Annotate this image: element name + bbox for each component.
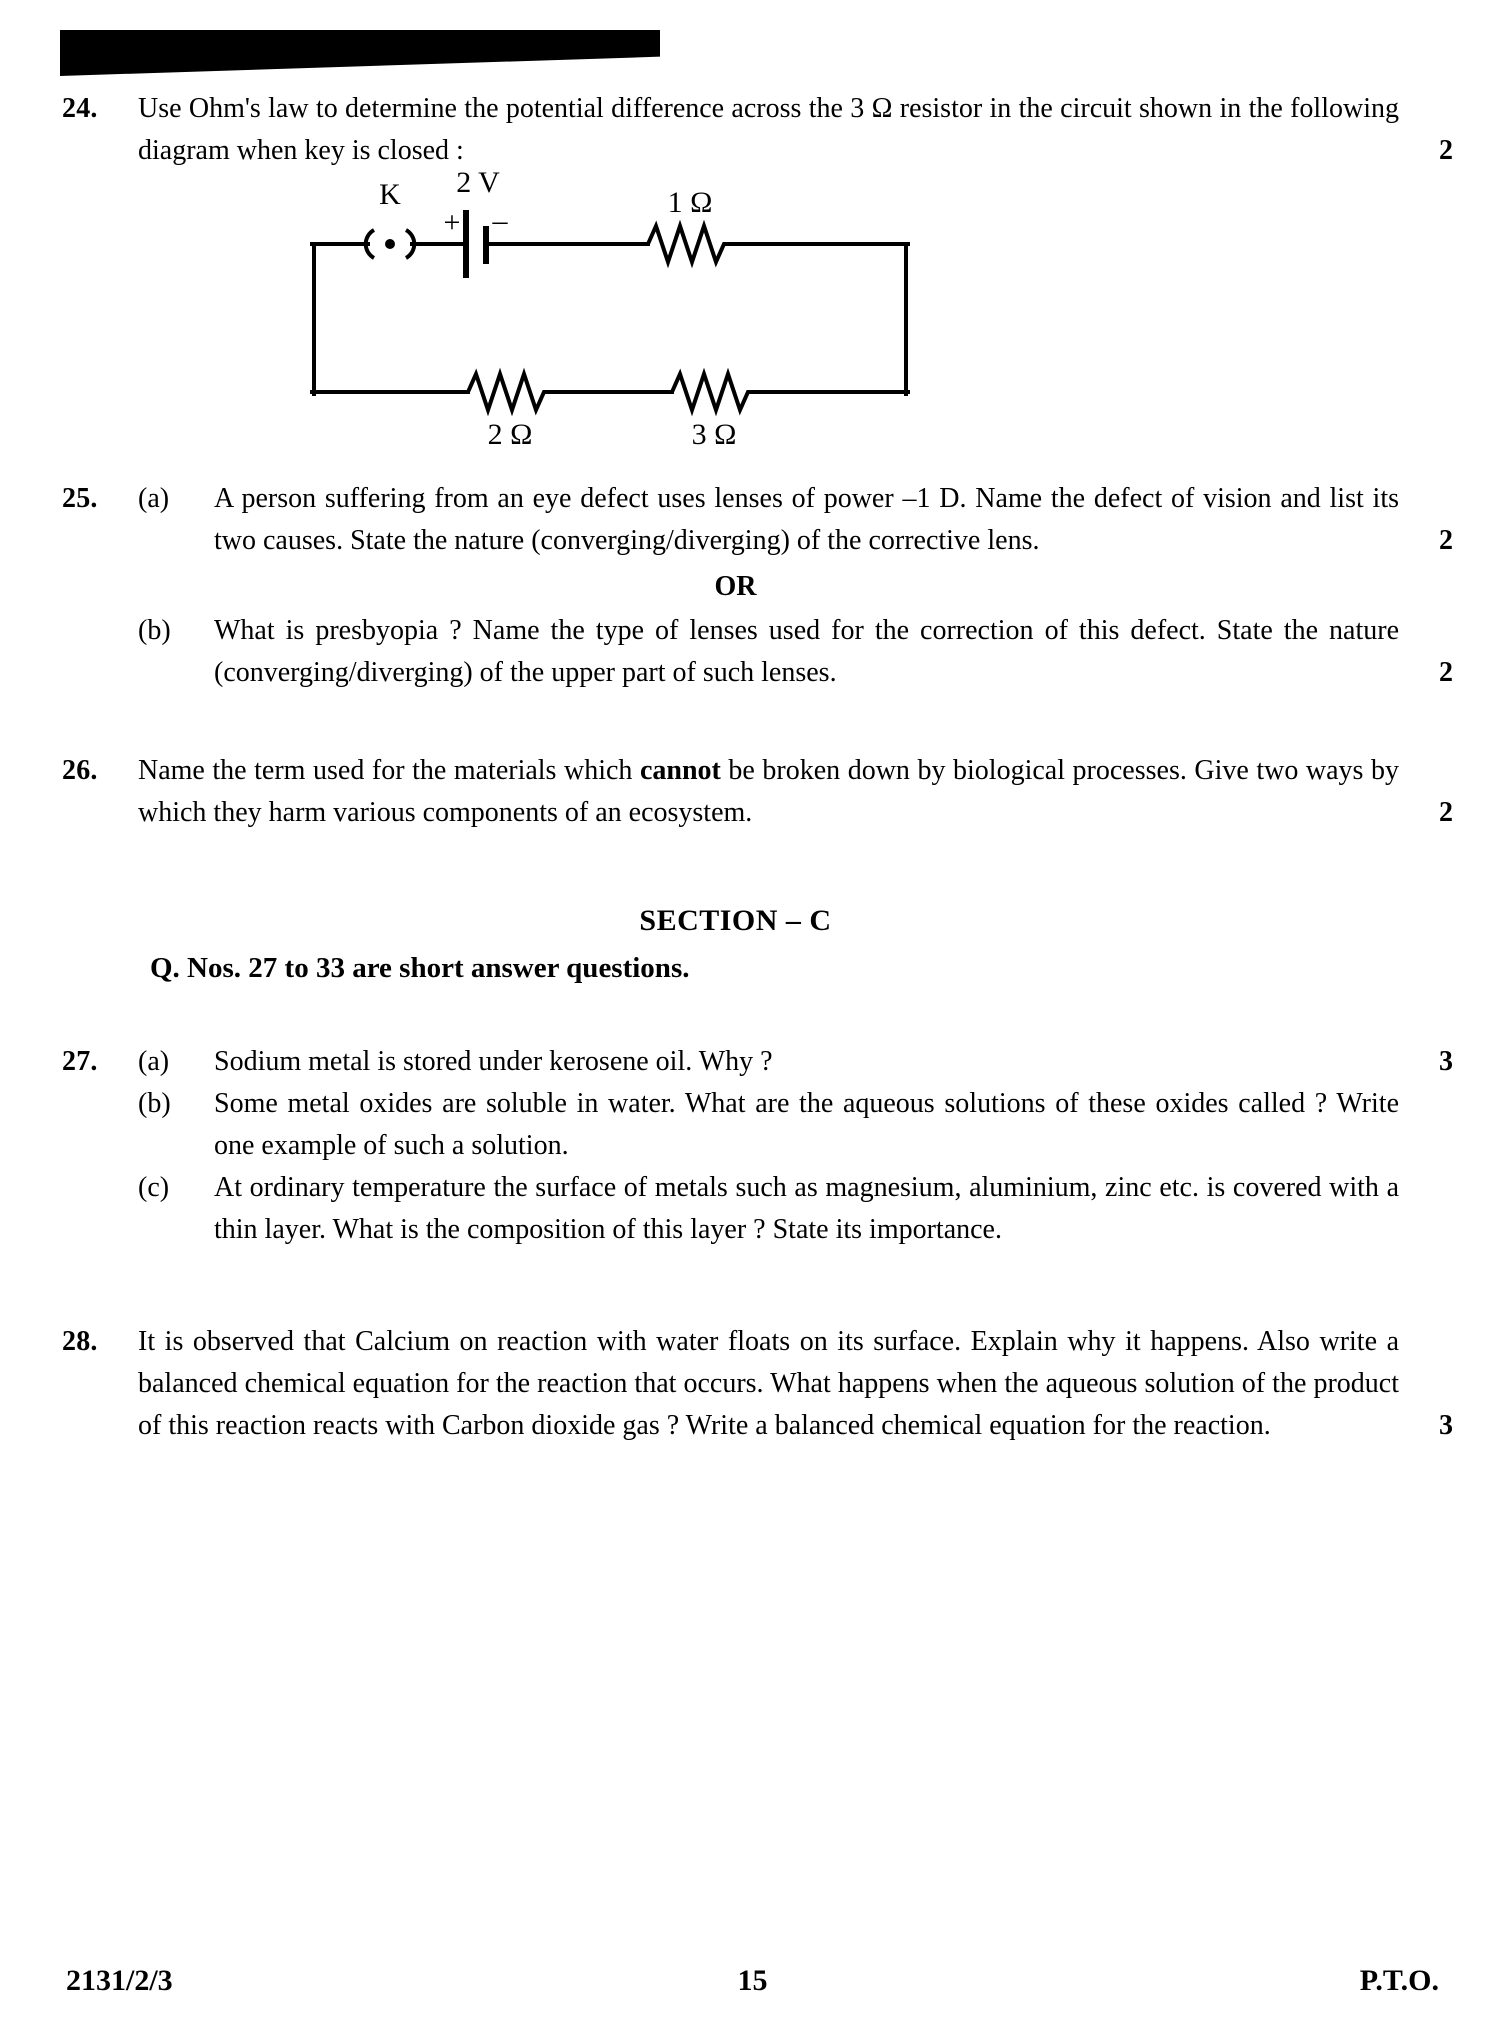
question-text-27c: At ordinary temperature the surface of metals such as magnesium, aluminium, zinc etc. is covered with a thin layer. What is the composition of this layer ? State its importance. bbox=[214, 1172, 1399, 1245]
question-text-28: It is observed that Calcium on reaction with water floats on its surface. Explain why it happens. Also write a balanced chemical equation for the reaction that occurs. What happens when the aqueous solution of the product of this reaction reacts with Carbon dioxide gas ? Write a balanced chemical equation for the reaction. bbox=[138, 1326, 1399, 1441]
circuit-label-battery: 2 V bbox=[456, 166, 500, 199]
circuit-label-battery-plus: + bbox=[443, 206, 461, 239]
marks-25b: 2 bbox=[1439, 657, 1453, 688]
question-number-27: 27. bbox=[62, 1046, 98, 1077]
question-text-27b: Some metal oxides are soluble in water. What are the aqueous solutions of these oxides called ? Write one example of such a solution. bbox=[214, 1088, 1399, 1161]
circuit-resistor-3ohm bbox=[672, 374, 756, 410]
marks-24: 2 bbox=[1439, 135, 1453, 166]
question-part-label-27a: (a) bbox=[138, 1046, 170, 1077]
circuit-label-2ohm: 2 Ω bbox=[487, 418, 533, 451]
question-row-25b bbox=[0, 610, 1505, 694]
question-text-25b: What is presbyopia ? Name the type of lenses used for the correction of this defect. State the nature (converging/diverging) of the upper part of such lenses. bbox=[214, 615, 1399, 688]
question-text-24: Use Ohm's law to determine the potential difference across the 3 Ω resistor in the circuit shown in the following diagram when key is closed : bbox=[138, 93, 1399, 166]
question-26-bold-word: cannot bbox=[639, 755, 721, 786]
marks-26: 2 bbox=[1439, 797, 1453, 828]
question-row-26 bbox=[0, 750, 1505, 834]
circuit-label-key: K bbox=[379, 178, 401, 211]
circuit-resistor-1ohm bbox=[648, 226, 732, 262]
question-26-text-after-bold: be broken down by biological processes. Give two ways by which they harm various components of an ecosystem. bbox=[138, 755, 1399, 828]
section-heading: SECTION – C bbox=[639, 904, 832, 937]
marks-27: 3 bbox=[1439, 1046, 1453, 1077]
question-number-26: 26. bbox=[62, 755, 98, 786]
question-row-24 bbox=[0, 88, 1505, 172]
question-text-25a: A person suffering from an eye defect uses lenses of power –1 D. Name the defect of vision and list its two causes. State the nature (converging/diverging) of the corrective lens. bbox=[214, 483, 1399, 556]
turn-over-label: P.T.O. bbox=[1359, 1964, 1439, 1997]
circuit-key-dot bbox=[385, 239, 395, 249]
circuit-label-3ohm: 3 Ω bbox=[691, 418, 737, 451]
page-footer bbox=[0, 1964, 1505, 1998]
question-row-27a bbox=[0, 1041, 1505, 1083]
question-text-26 bbox=[138, 750, 1409, 834]
or-separator-25: OR bbox=[714, 571, 757, 602]
circuit-resistor-2ohm bbox=[468, 374, 552, 410]
question-row-27b bbox=[0, 1083, 1505, 1167]
question-row-28 bbox=[0, 1321, 1505, 1447]
question-number-28: 28. bbox=[62, 1326, 98, 1357]
question-text-27a: Sodium metal is stored under kerosene oil. Why ? bbox=[214, 1046, 773, 1077]
question-part-label-27c: (c) bbox=[138, 1172, 170, 1203]
circuit-diagram bbox=[300, 166, 920, 451]
question-part-label-25a: (a) bbox=[138, 483, 170, 514]
page-number: 15 bbox=[737, 1964, 768, 1997]
question-26-text-before-bold: Name the term used for the materials which bbox=[138, 755, 640, 786]
question-number-25: 25. bbox=[62, 483, 98, 514]
marks-28: 3 bbox=[1439, 1410, 1453, 1441]
question-row-27c bbox=[0, 1167, 1505, 1251]
paper-code: 2131/2/3 bbox=[66, 1964, 173, 1997]
circuit-diagram-wrapper bbox=[0, 166, 1505, 451]
section-subheading: Q. Nos. 27 to 33 are short answer questions. bbox=[150, 952, 690, 984]
circuit-label-1ohm: 1 Ω bbox=[667, 186, 713, 219]
marks-25a: 2 bbox=[1439, 525, 1453, 556]
question-row-25a bbox=[0, 478, 1505, 562]
question-part-label-27b: (b) bbox=[138, 1088, 171, 1119]
question-part-label-25b: (b) bbox=[138, 615, 171, 646]
question-number-24: 24. bbox=[62, 93, 98, 124]
circuit-battery-symbol bbox=[466, 210, 486, 278]
circuit-label-battery-minus: – bbox=[492, 204, 508, 237]
